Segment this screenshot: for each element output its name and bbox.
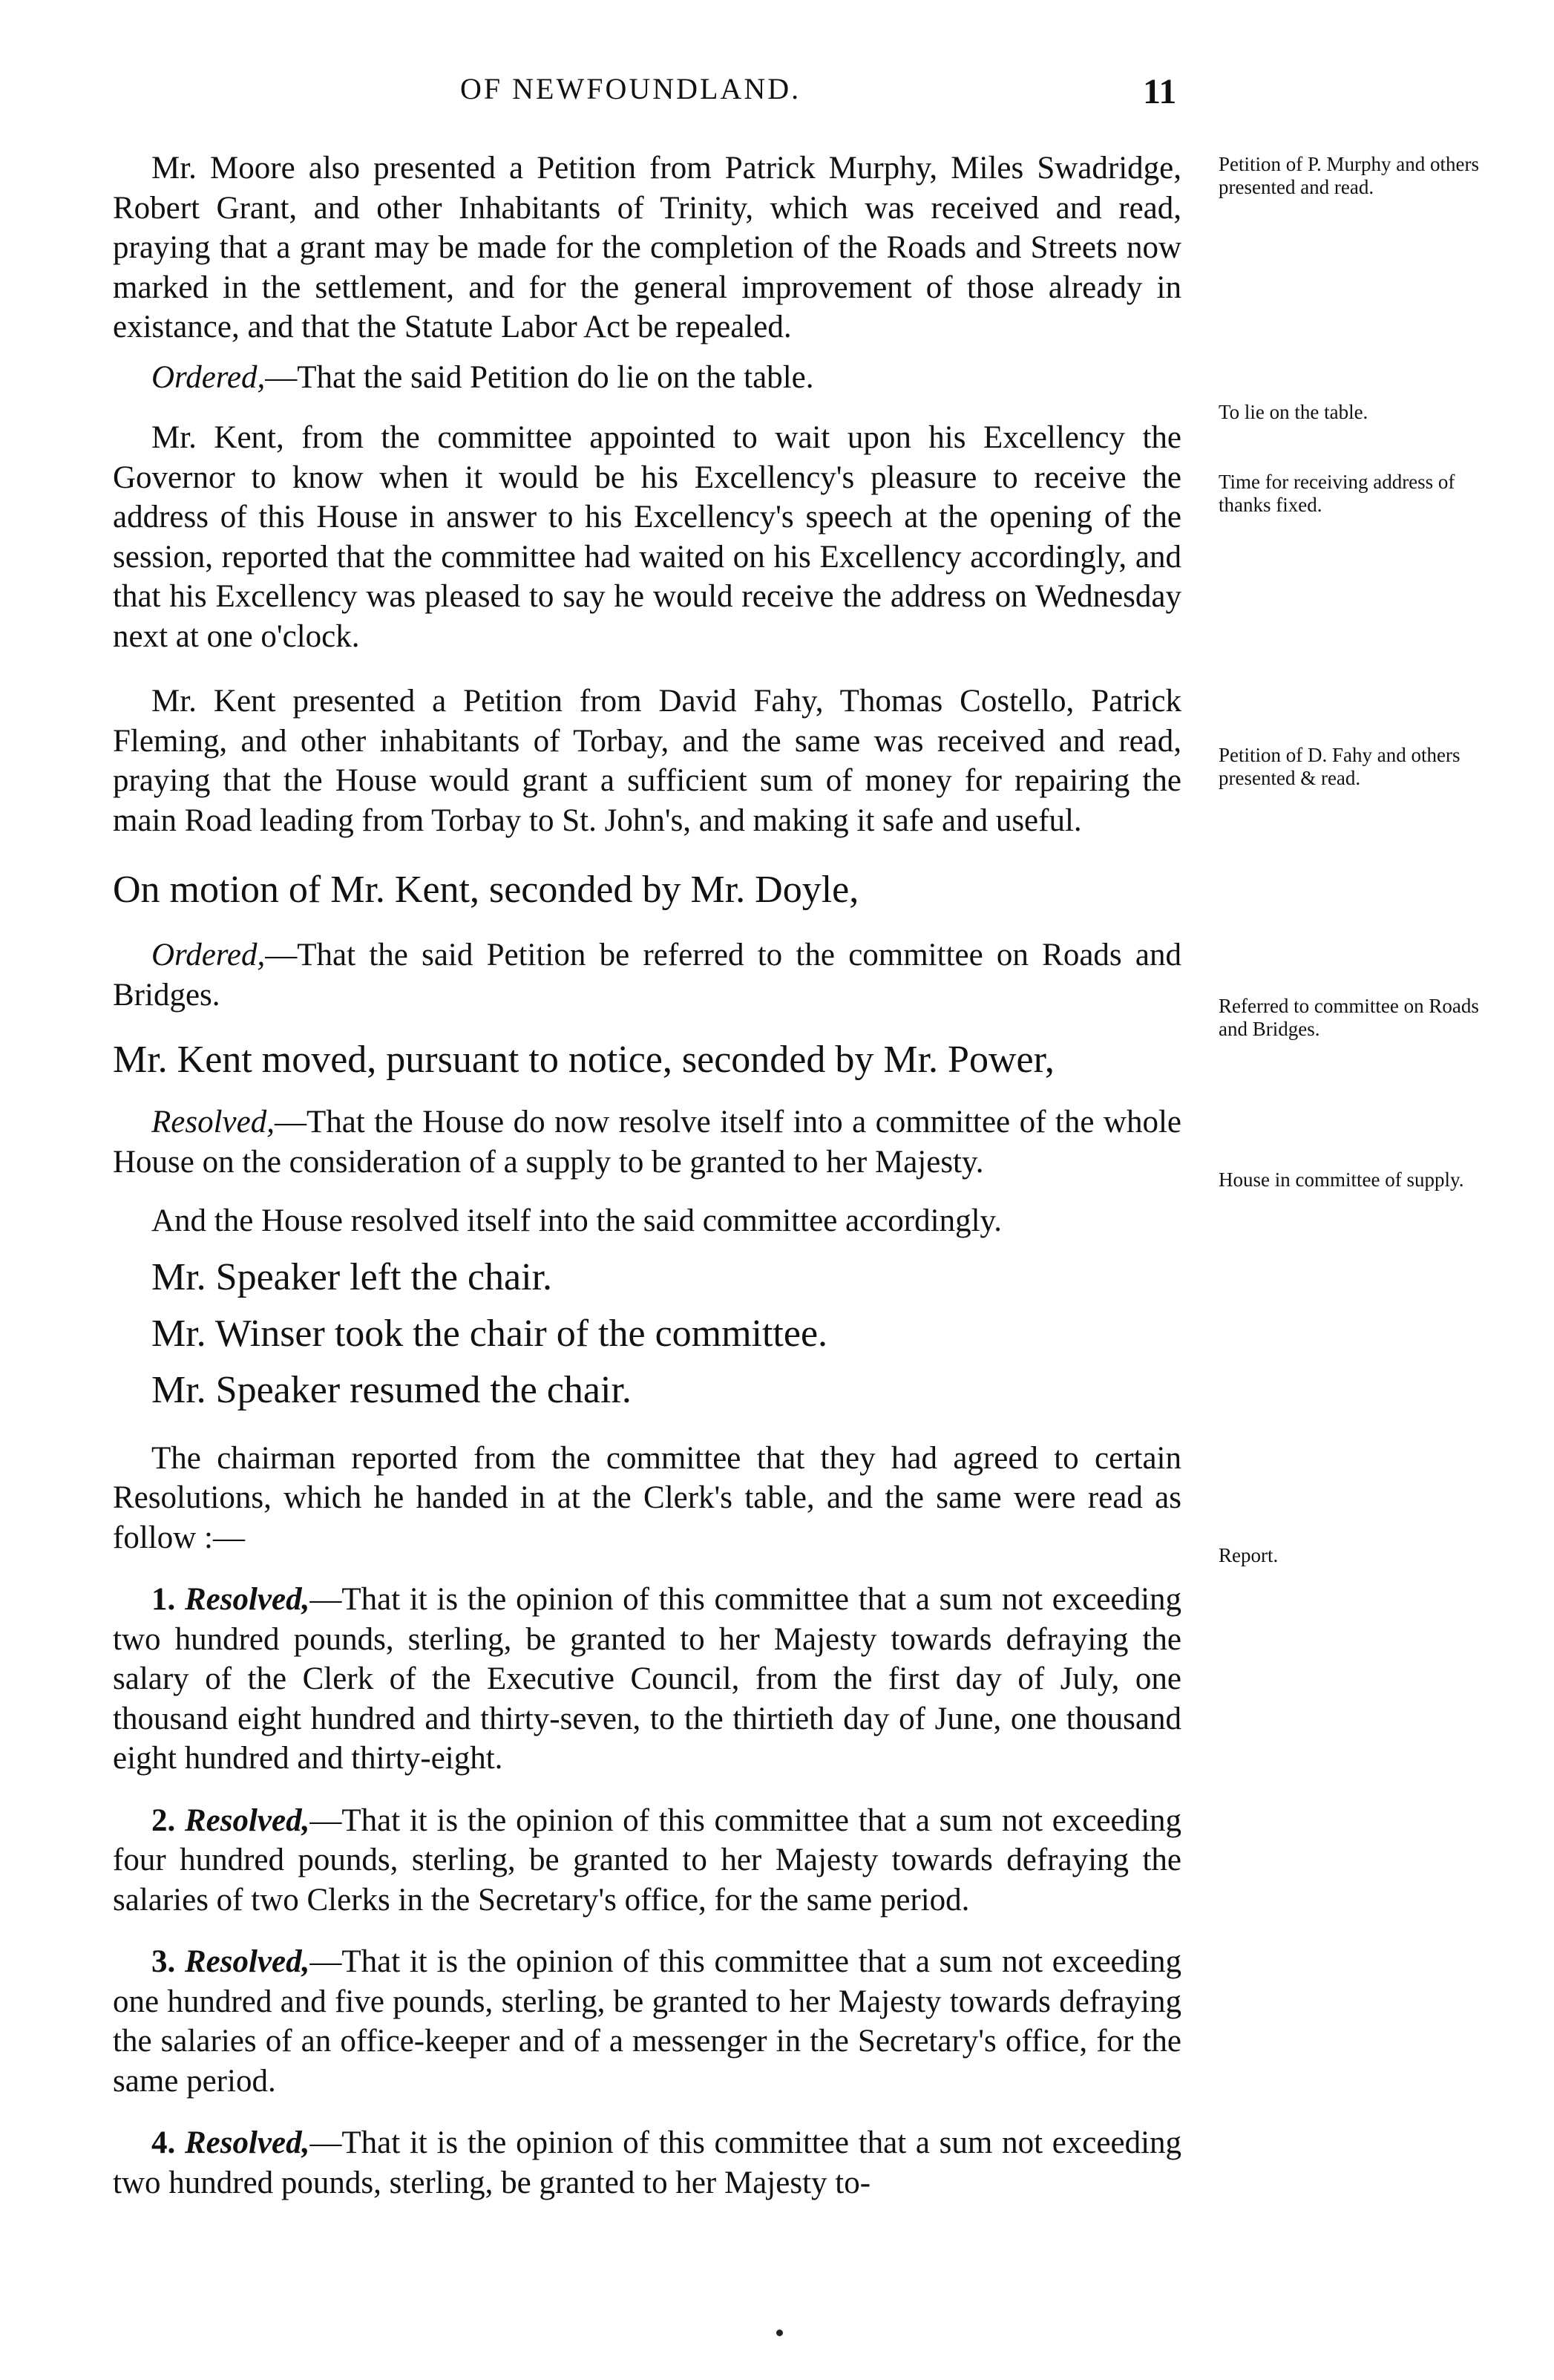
paragraph-kent-moved: Mr. Kent moved, pursuant to notice, seconded by Mr. Power, <box>113 1039 1055 1081</box>
paragraph-speaker-resumed: Mr. Speaker resumed the chair. <box>151 1368 632 1411</box>
resolved-label: Resolved, <box>184 1582 310 1617</box>
main-text-column <box>113 148 1181 2203</box>
resolved-label: Resolved, <box>184 1944 310 1979</box>
resolution-text: —That it is the opinion of this committee that a sum not exceeding four hundred pounds, sterling, be granted to her Majesty towards defraying the salaries of two Clerks in the Secretary's office, for the same period. <box>113 1802 1182 1918</box>
paragraph-order-referred <box>113 935 1181 1015</box>
margin-note-address-time: Time for receiving address of thanks fixed. <box>1219 471 1455 516</box>
margin-note-committee-supply: House in committee of supply. <box>1219 1168 1464 1191</box>
resolution-2 <box>113 1801 1181 1920</box>
resolved-label: Resolved, <box>184 2125 310 2160</box>
resolved-label: Resolved, <box>151 1105 275 1140</box>
resolved-text: —That the House do now resolve itself into a committee of the whole House on the consideration of a supply to be granted to her Majesty. <box>113 1105 1181 1180</box>
resolution-number: 2. <box>151 1802 176 1838</box>
order-text: —That the said Petition be referred to the committee on Roads and Bridges. <box>113 938 1181 1013</box>
margin-note-referred: Referred to committee on Roads and Bridges. <box>1219 995 1479 1040</box>
paragraph-house-resolved: And the House resolved itself into the said committee accordingly. <box>151 1203 1002 1238</box>
page-header <box>0 71 1554 123</box>
paragraph-resolved-committee <box>113 1102 1181 1182</box>
paragraph-petition-fahy: Mr. Kent presented a Petition from David Fahy, Thomas Costello, Patrick Fleming, and other inhabitants of Torbay, and the same was received and read, praying that the House would grant a sufficient sum of money for repairing the main Road leading from Torbay to St. John's, and making it safe and useful. <box>113 684 1181 838</box>
paragraph-order-lie-on-table <box>113 358 1181 398</box>
paragraph-speaker-left: Mr. Speaker left the chair. <box>151 1255 553 1298</box>
resolution-3 <box>113 1942 1181 2101</box>
margin-note-lie-on-table: To lie on the table. <box>1219 401 1368 423</box>
resolution-text: —That it is the opinion of this committee that a sum not exceeding one hundred and five pounds, sterling, be granted to her Majesty towards defraying the salaries of an office-keeper and of a messenger in the Secretary's office, for the same period. <box>113 1944 1182 2099</box>
running-head: OF NEWFOUNDLAND. <box>460 72 801 105</box>
resolved-label: Resolved, <box>184 1802 310 1838</box>
order-text: —That the said Petition do lie on the table. <box>265 359 814 395</box>
page-number: 11 <box>1143 72 1177 111</box>
margin-note-petition-murphy: Petition of P. Murphy and others presented and read. <box>1219 153 1479 198</box>
paragraph-winser-chair: Mr. Winser took the chair of the committee. <box>151 1312 828 1355</box>
resolution-text: —That it is the opinion of this committee that a sum not exceeding two hundred pounds, sterling, be granted to her Majesty to- <box>113 2125 1182 2200</box>
footer-dot <box>776 2330 783 2336</box>
resolution-text: —That it is the opinion of this committee that a sum not exceeding two hundred pounds, sterling, be granted to her Majesty towards defraying the salary of the Clerk of the Executive Council, from the first day of July, one thousand eight hundred and thirty-seven, to the thirtieth day of June, one thousand eight hundred and thirty-eight. <box>113 1582 1182 1776</box>
order-label: Ordered, <box>151 359 266 395</box>
margin-note-report: Report. <box>1219 1544 1279 1566</box>
resolution-number: 4. <box>151 2125 176 2160</box>
resolution-4 <box>113 2123 1181 2203</box>
margin-note-petition-fahy: Petition of D. Fahy and others presented & read. <box>1219 744 1460 789</box>
resolution-number: 3. <box>151 1944 176 1979</box>
paragraph-chairman-report: The chairman reported from the committee that they had agreed to certain Resolutions, which he handed in at the Clerk's table, and the same were read as follow :— <box>113 1440 1181 1555</box>
resolution-1 <box>113 1580 1181 1779</box>
paragraph-motion-kent: On motion of Mr. Kent, seconded by Mr. Doyle, <box>113 869 859 911</box>
order-label: Ordered, <box>151 938 266 972</box>
paragraph-petition-murphy: Mr. Moore also presented a Petition from Patrick Murphy, Miles Swadridge, Robert Grant, and other Inhabitants of Trinity, which was received and read, praying that a grant may be made for the completion of the Roads and Streets now marked in the settlement, and for the general improvement of those already in existance, and that the Statute Labor Act be repealed. <box>113 151 1181 344</box>
paragraph-address-time: Mr. Kent, from the committee appointed to wait upon his Excellency the Governor to know when it would be his Excellency's pleasure to receive the address of this House in answer to his Excellency's speech at the opening of the session, reported that the committee had waited on his Excellency accordingly, and that his Excellency was pleased to say he would receive the address on Wednesday next at one o'clock. <box>113 420 1181 654</box>
resolution-number: 1. <box>151 1582 176 1617</box>
